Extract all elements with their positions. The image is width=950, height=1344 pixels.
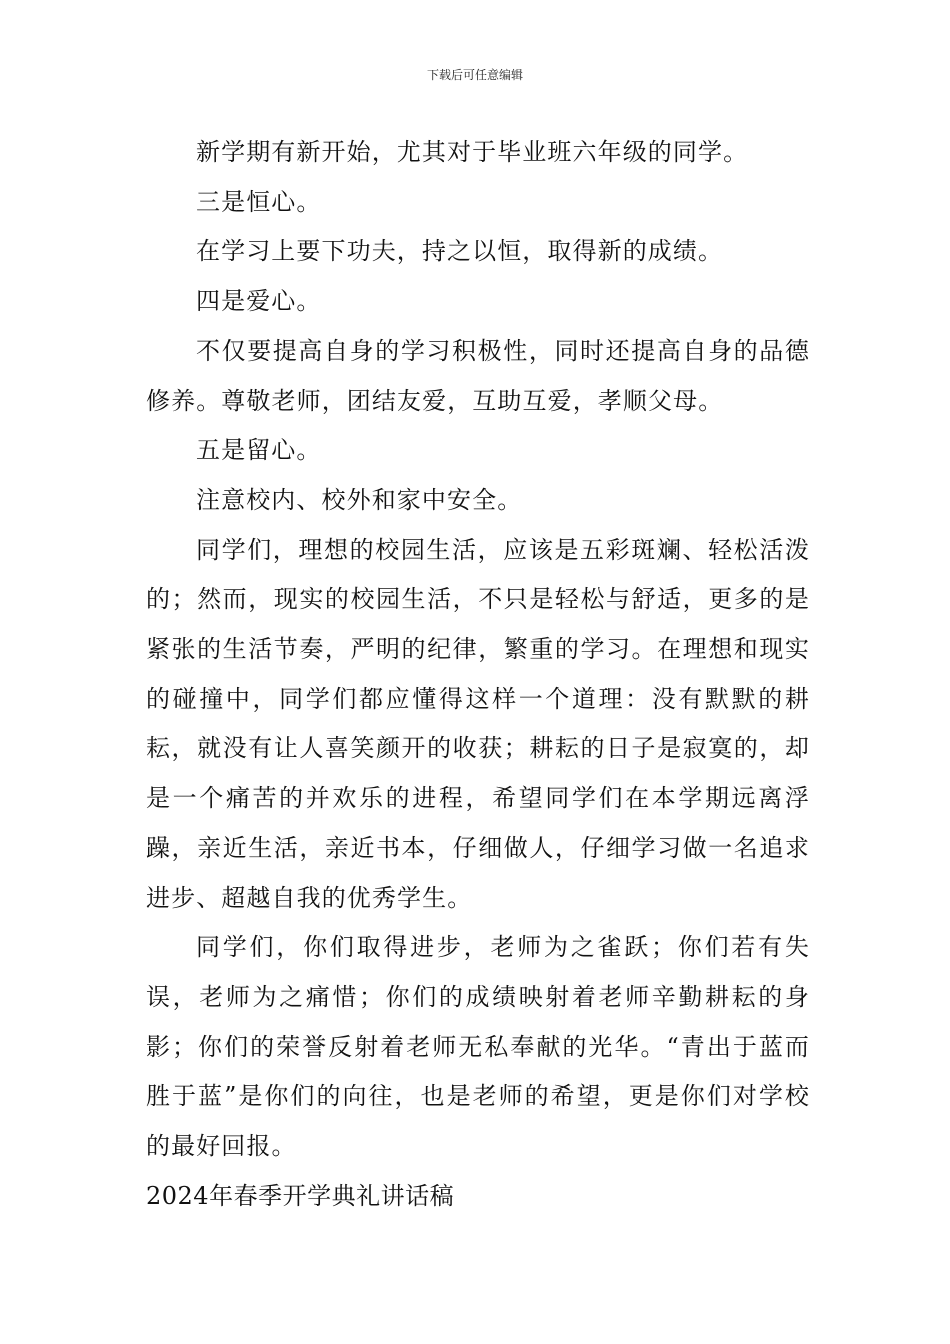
paragraph: 三是恒心。 [196, 187, 322, 216]
page-header-note: 下载后可任意编辑 [426, 68, 523, 82]
paragraph: 在学习上要下功夫，持之以恒，取得新的成绩。 [196, 237, 724, 266]
paragraph: 四是爱心。 [196, 287, 322, 316]
paragraph: 同学们，理想的校园生活，应该是五彩斑斓、轻松活泼的；然而，现实的校园生活，不只是轻松与舒适，更多的是紧张的生活节奏，严明的纪律，繁重的学习。在理想和现实的碰撞中，同学们都应懂得这样一个道理：没有默默的耕耘，就没有让人喜笑颜开的收获；耕耘的日子是寂寞的，却是一个痛苦的并欢乐的进程，希望同学们在本学期远离浮躁，亲近生活，亲近书本，仔细做人，仔细学习做一名追求进步、超越自我的优秀学生。 [146, 535, 810, 912]
document-body [146, 128, 810, 1172]
paragraph: 新学期有新开始，尤其对于毕业班六年级的同学。 [196, 138, 749, 166]
paragraph: 不仅要提高自身的学习积极性，同时还提高自身的品德修养。尊敬老师，团结友爱，互助互爱，孝顺父母。 [146, 336, 810, 415]
document-footer-title: 2024年春季开学典礼讲话稿 [146, 1182, 455, 1210]
paragraph: 同学们，你们取得进步，老师为之雀跃；你们若有失误，老师为之痛惜；你们的成绩映射着老师辛勤耕耘的身影；你们的荣誉反射着老师无私奉献的光华。“青出于蓝而胜于蓝”是你们的向往，也是老师的希望，更是你们对学校的最好回报。 [146, 933, 810, 1161]
paragraph: 注意校内、校外和家中安全。 [196, 485, 523, 514]
paragraph: 五是留心。 [196, 436, 322, 465]
